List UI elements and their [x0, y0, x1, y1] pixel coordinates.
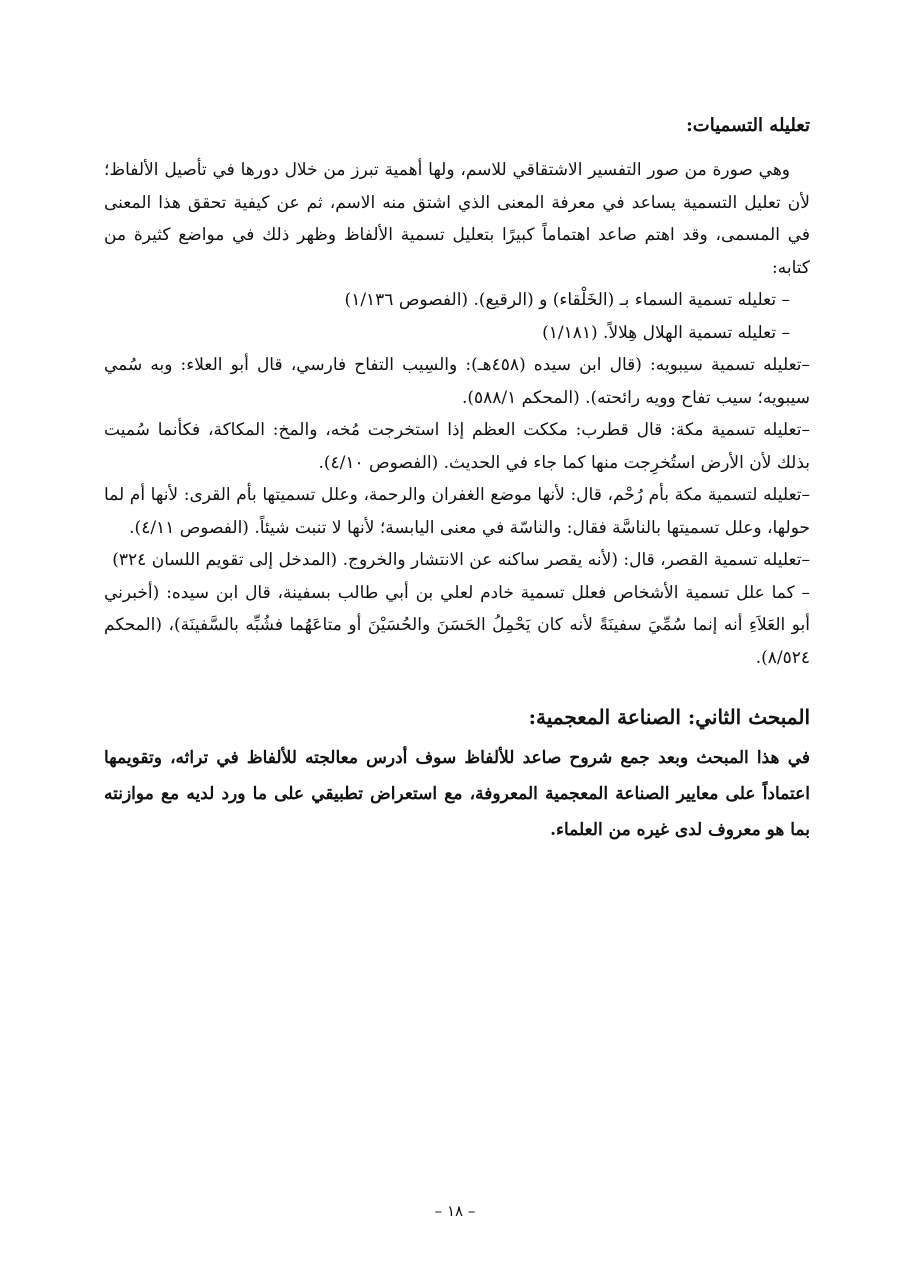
- list-item-sky: – تعليله تسمية السماء بـ (الخَلْقاء) و (الرقيع). (الفصوص ١/١٣٦): [344, 290, 790, 310]
- section-title-lexicography: المبحث الثاني: الصناعة المعجمية:: [528, 705, 810, 729]
- section-heading-naming: تعليله التسميات:: [686, 115, 810, 136]
- list-item-sibawayh: –تعليله تسمية سيبويه: (قال ابن سيده (٤٥٨هـ): والسِيب التفاح فارسي، قال أبو العلاء: وبه سُمي سيبويه؛ سيب تفاح وويه رائحته). (المحكم ٥٨٨/١).: [104, 355, 811, 408]
- list-item-palace: –تعليله تسمية القصر، قال: (لأنه يقصر ساكنه عن الانتشار والخروج. (المدخل إلى تقويم اللسان ٣٢٤): [112, 550, 810, 570]
- list-item-crescent: – تعليله تسمية الهلال هِلالاً. (١/١٨١): [542, 322, 790, 343]
- intro-paragraph: وهي صورة من صور التفسير الاشتقاقي للاسم، ولها أهمية تبرز من خلال دورها في تأصيل الألفاظ؛ لأن تعليل التسمية يساعد في معرفة المعنى الذي اشتق منه الاسم، ثم عن كيفية تحقق هذا المعنى في المسمى، وقد اهتم صاعد اهتماماً كبيرًا بتعليل تسمية الألفاظ وظهر ذلك في مواضع كثيرة من كتابه:: [104, 160, 810, 278]
- page-content: [104, 112, 810, 848]
- section-body-lexicography: في هذا المبحث وبعد جمع شروح صاعد للألفاظ سوف أدرس معالجته للألفاظ في تراثه، وتقويمها اعتماداً على معايير الصناعة المعجمية المعروفة، مع استعراض تطبيقي على ما ورد لديه مع موازنته بما هو معروف لدى غيره من العلماء.: [104, 748, 810, 840]
- list-item-mecca: –تعليله تسمية مكة: قال قطرب: مككت العظم إذا استخرجت مُخه، والمخ: المكاكة، فكأنما سُميت بذلك لأن الأرض استُخرِجت منها كما جاء في الحديث. (الفصوص ٤/١٠).: [104, 420, 810, 473]
- closing-paragraph: – كما علل تسمية الأشخاص فعلل تسمية خادم لعلي بن أبي طالب بسفينة، قال ابن سيده: (أخبرني أبو العَلاَءِ أنه إنما سُمِّيَ سفينَةً لأنه كان يَحْمِلُ الحَسَنَ والحُسَيْنَ أو متاعَهُما فشُبِّه بالسَّفينَة)، (المحكم ٨/٥٢٤).: [104, 582, 810, 668]
- list-item-mecca-names: –تعليله لتسمية مكة بأم رُحْم، قال: لأنها موضع الغفران والرحمة، وعلل تسميتها بأم القرى: لأنها أم لما حولها، وعلل تسميتها بالناسَّة فقال: والناسّة في معنى اليابسة؛ لأنها لا تنبت شيئاً. (الفصوص ٤/١١).: [104, 485, 810, 538]
- page-number: – ١٨ –: [434, 1202, 476, 1220]
